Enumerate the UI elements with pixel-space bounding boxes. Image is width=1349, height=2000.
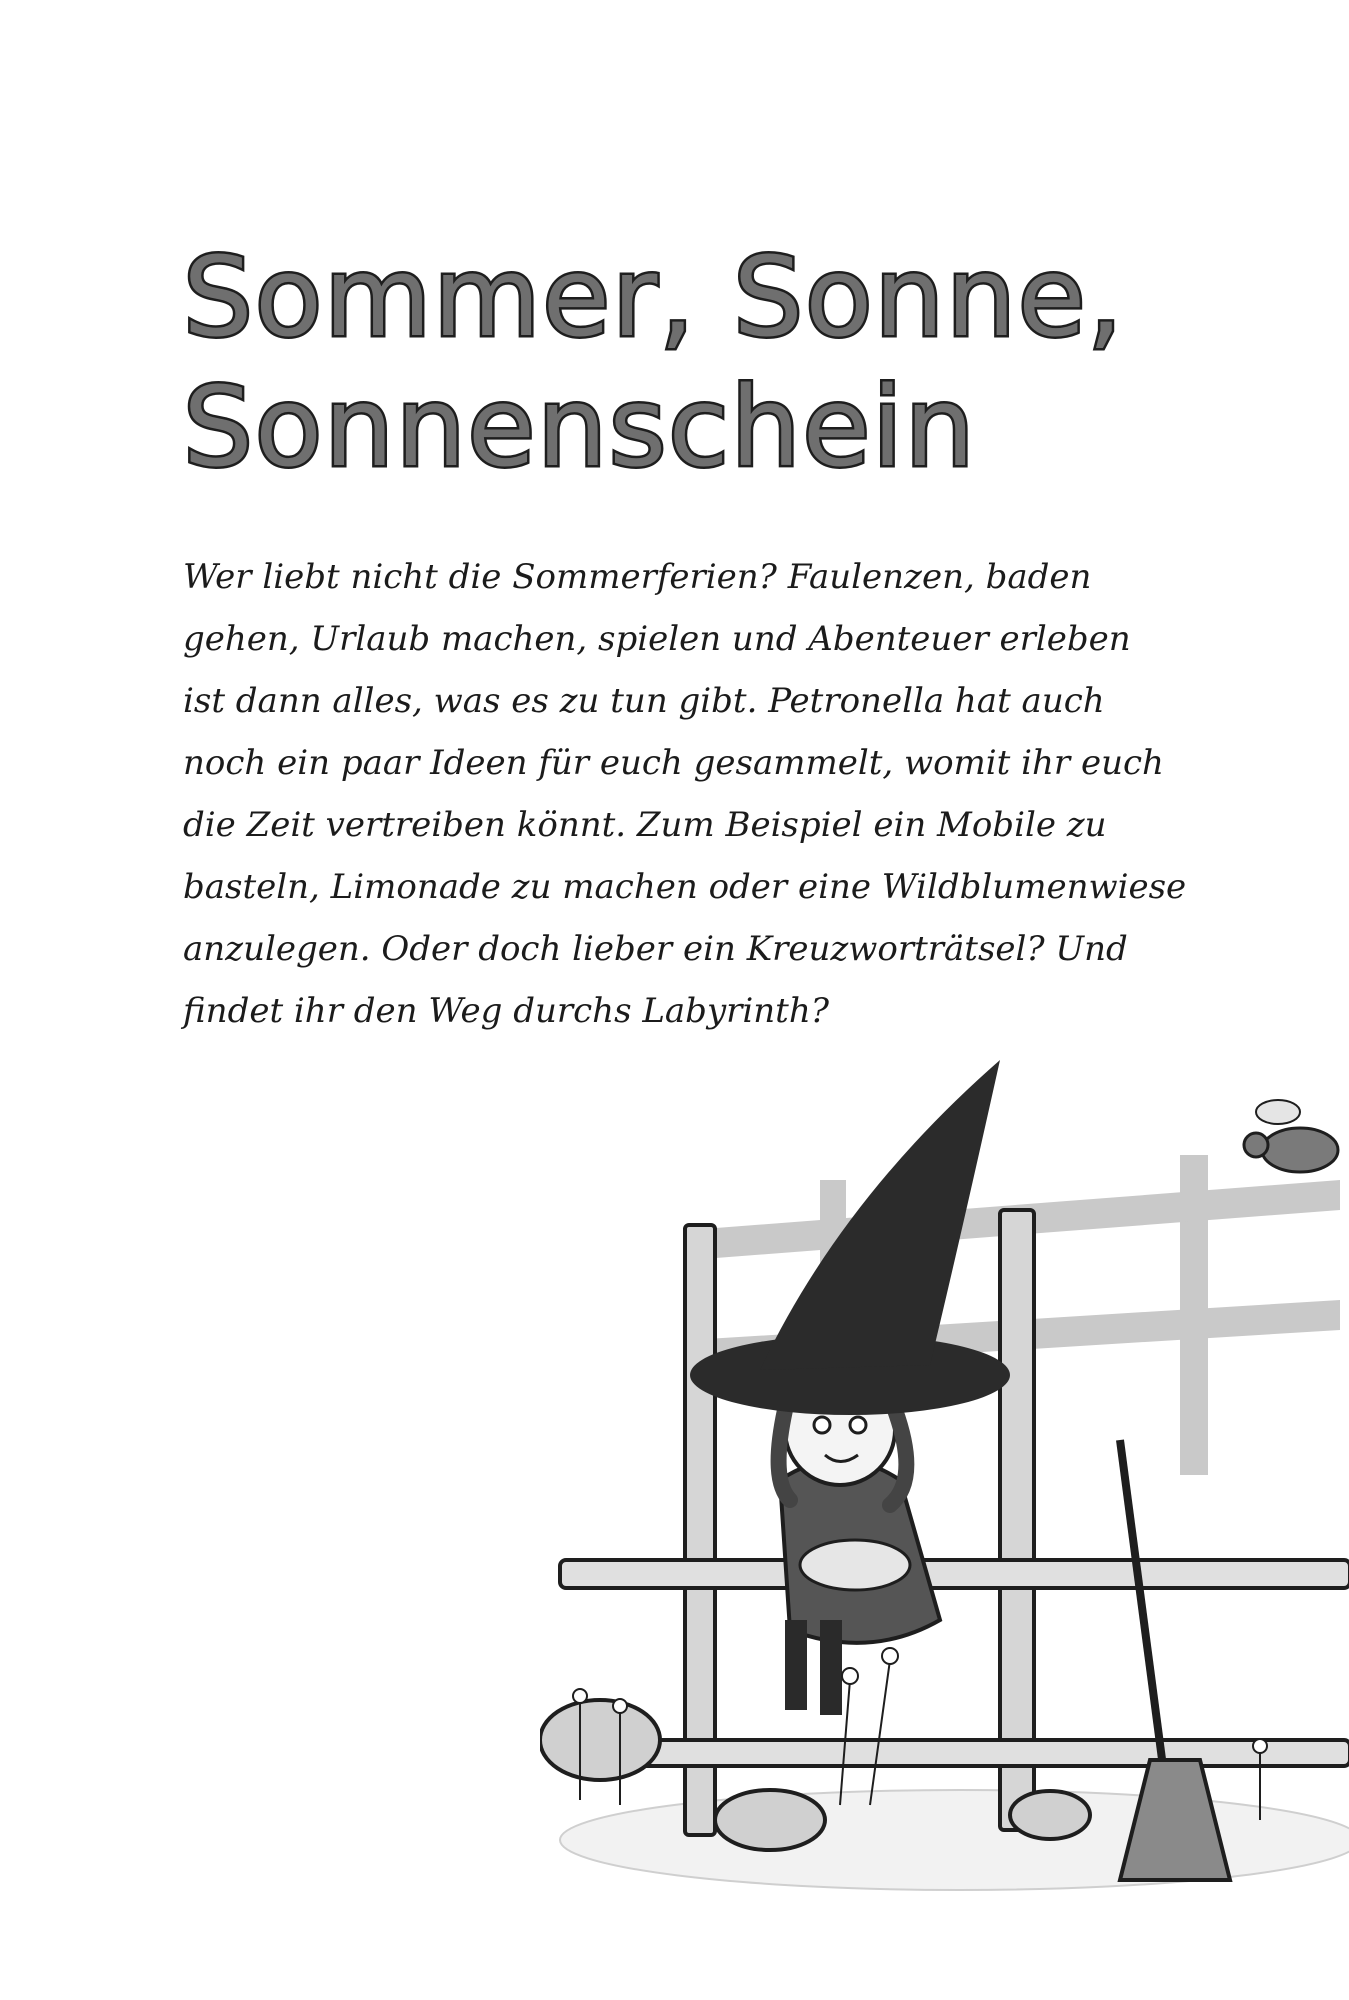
- title-line: Sommer, Sonne,: [183, 233, 1125, 361]
- intro-line: noch ein paar Ideen für euch gesammelt, womit ihr euch: [183, 743, 1164, 783]
- intro-line: Wer liebt nicht die Sommerferien? Faulenzen, baden: [183, 557, 1092, 597]
- broom-icon: [1120, 1440, 1230, 1880]
- title-line: Sonnenschein: [183, 363, 977, 491]
- fence-rails: [560, 1560, 1349, 1766]
- intro-line: basteln, Limonade zu machen oder eine Wildblumenwiese: [183, 867, 1187, 907]
- intro-paragraph: [183, 546, 1187, 1042]
- page-title: [183, 232, 1183, 492]
- witch-girl-icon: [690, 1060, 1010, 1715]
- intro-line: die Zeit vertreiben könnt. Zum Beispiel ein Mobile zu: [183, 805, 1107, 845]
- intro-line: findet ihr den Weg durchs Labyrinth?: [183, 991, 829, 1031]
- intro-line: gehen, Urlaub machen, spielen und Abenteuer erleben: [183, 619, 1131, 659]
- intro-line: anzulegen. Oder doch lieber ein Kreuzworträtsel? Und: [183, 929, 1128, 969]
- witch-on-fence-illustration: [540, 1060, 1349, 1900]
- beetle-icon: [1244, 1100, 1338, 1172]
- intro-line: ist dann alles, was es zu tun gibt. Petronella hat auch: [183, 681, 1105, 721]
